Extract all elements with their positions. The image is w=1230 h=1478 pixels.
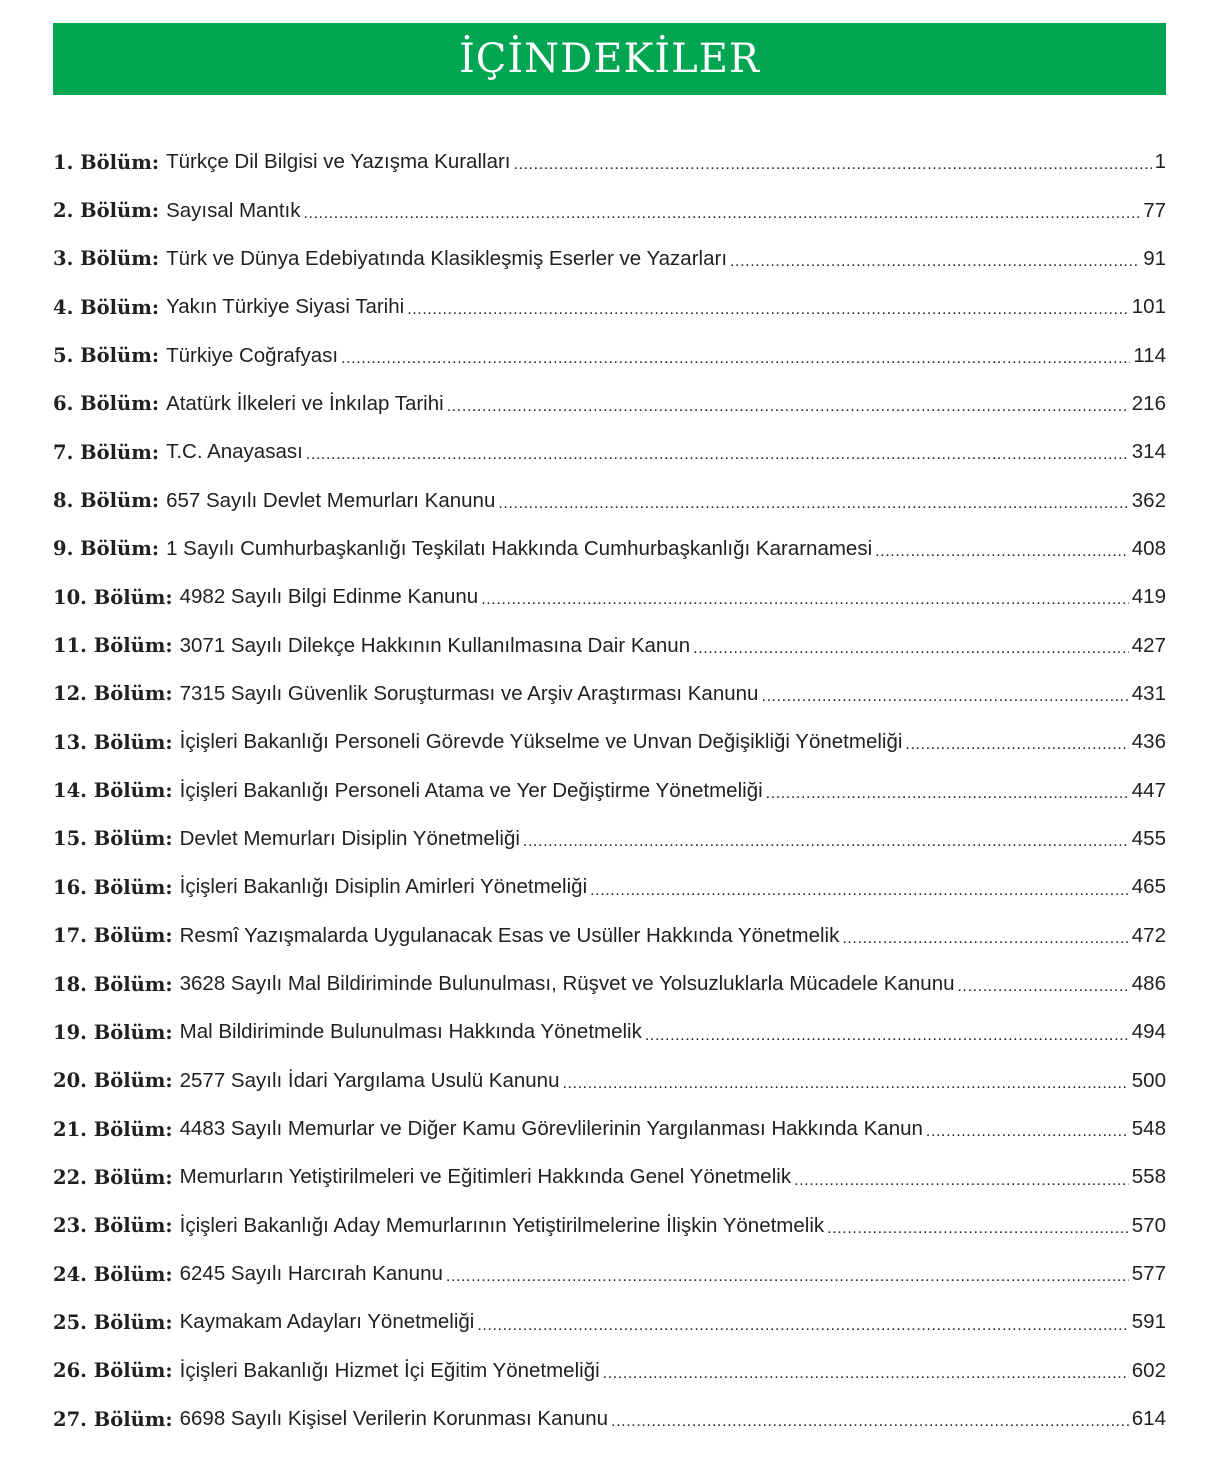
toc-chapter-label: 19. Bölüm:	[53, 1020, 173, 1044]
dot-leader	[611, 1395, 1129, 1443]
dot-leader	[603, 1347, 1129, 1395]
toc-page-number: 548	[1131, 1117, 1166, 1141]
toc-chapter-label: 24. Bölüm:	[53, 1262, 173, 1286]
toc-chapter-label: 11. Bölüm:	[53, 634, 173, 658]
dot-leader	[761, 670, 1128, 718]
toc-chapter-title: Yakın Türkiye Siyasi Tarihi	[166, 295, 405, 319]
toc-entry	[53, 1105, 1166, 1153]
toc-page-number: 455	[1131, 826, 1166, 850]
toc-chapter-label: 5. Bölüm:	[53, 344, 160, 368]
toc-entry	[53, 525, 1166, 573]
toc-page-number: 591	[1131, 1310, 1166, 1334]
toc-page-number: 494	[1131, 1020, 1166, 1044]
toc-entry	[53, 718, 1166, 766]
toc-entry	[53, 621, 1166, 669]
toc-page-number: 431	[1131, 681, 1166, 705]
toc-entry	[53, 912, 1166, 960]
toc-entry	[53, 1347, 1166, 1395]
table-of-contents	[53, 138, 1166, 1443]
toc-page-number: 500	[1131, 1068, 1166, 1092]
toc-chapter-title: Memurların Yetiştirilmeleri ve Eğitimleri Hakkında Genel Yönetmelik	[179, 1165, 792, 1189]
dot-leader	[693, 621, 1129, 669]
toc-chapter-label: 23. Bölüm:	[53, 1214, 173, 1238]
toc-chapter-label: 26. Bölüm:	[53, 1359, 173, 1383]
toc-chapter-title: İçişleri Bakanlığı Disiplin Amirleri Yönetmeliği	[179, 875, 588, 899]
dot-leader	[446, 1250, 1129, 1298]
toc-page-number: 419	[1131, 585, 1166, 609]
dot-leader	[827, 1202, 1129, 1250]
dot-leader	[766, 766, 1129, 814]
toc-chapter-label: 16. Bölüm:	[53, 875, 173, 899]
toc-chapter-title: Mal Bildiriminde Bulunulması Hakkında Yönetmelik	[179, 1020, 642, 1044]
toc-page-number: 486	[1131, 972, 1166, 996]
toc-entry	[53, 1395, 1166, 1443]
dot-leader	[958, 960, 1129, 1008]
toc-entry	[53, 863, 1166, 911]
dot-leader	[842, 912, 1128, 960]
toc-chapter-label: 17. Bölüm:	[53, 924, 173, 948]
toc-entry	[53, 428, 1166, 476]
toc-chapter-label: 6. Bölüm:	[53, 392, 160, 416]
toc-page-number: 216	[1131, 391, 1166, 415]
toc-chapter-title: 6245 Sayılı Harcırah Kanunu	[179, 1262, 443, 1286]
dot-leader	[905, 718, 1128, 766]
toc-chapter-label: 25. Bölüm:	[53, 1310, 173, 1334]
toc-page-number: 602	[1131, 1358, 1166, 1382]
toc-page-number: 472	[1131, 923, 1166, 947]
toc-chapter-title: Türk ve Dünya Edebiyatında Klasikleşmiş Eserler ve Yazarları	[166, 246, 728, 270]
toc-chapter-label: 8. Bölüm:	[53, 489, 160, 513]
toc-page-number: 558	[1131, 1165, 1166, 1189]
dot-leader	[563, 1057, 1129, 1105]
toc-chapter-title: 3071 Sayılı Dilekçe Hakkının Kullanılmasına Dair Kanun	[179, 633, 691, 657]
dot-leader	[341, 331, 1130, 379]
toc-chapter-title: 4982 Sayılı Bilgi Edinme Kanunu	[179, 585, 479, 609]
toc-chapter-label: 3. Bölüm:	[53, 247, 160, 271]
dot-leader	[304, 186, 1141, 234]
toc-entry	[53, 815, 1166, 863]
toc-page-number: 427	[1131, 633, 1166, 657]
toc-page-number: 570	[1131, 1213, 1166, 1237]
toc-chapter-title: Atatürk İlkeleri ve İnkılap Tarihi	[166, 391, 444, 415]
toc-chapter-label: 15. Bölüm:	[53, 827, 173, 851]
toc-page-number: 577	[1131, 1262, 1166, 1286]
toc-chapter-title: 7315 Sayılı Güvenlik Soruşturması ve Arşiv Araştırması Kanunu	[179, 681, 759, 705]
toc-chapter-title: Kaymakam Adayları Yönetmeliği	[179, 1310, 475, 1334]
toc-chapter-title: Türkçe Dil Bilgisi ve Yazışma Kuralları	[166, 150, 511, 174]
toc-chapter-label: 27. Bölüm:	[53, 1407, 173, 1431]
toc-page-number: 614	[1131, 1407, 1166, 1431]
toc-chapter-label: 21. Bölüm:	[53, 1117, 173, 1141]
toc-page-number: 362	[1131, 488, 1166, 512]
dot-leader	[447, 380, 1129, 428]
toc-page-number: 447	[1131, 778, 1166, 802]
toc-chapter-label: 10. Bölüm:	[53, 585, 173, 609]
toc-chapter-title: 657 Sayılı Devlet Memurları Kanunu	[166, 488, 496, 512]
toc-page-number: 114	[1133, 343, 1166, 367]
toc-page-number: 77	[1143, 198, 1166, 222]
dot-leader	[590, 863, 1129, 911]
toc-page-number: 436	[1131, 730, 1166, 754]
dot-leader	[645, 1008, 1129, 1056]
toc-entry	[53, 766, 1166, 814]
dot-leader	[498, 476, 1128, 524]
toc-chapter-title: Sayısal Mantık	[166, 198, 301, 222]
toc-chapter-title: 2577 Sayılı İdari Yargılama Usulü Kanunu	[179, 1068, 560, 1092]
toc-page-number: 91	[1143, 246, 1166, 270]
dot-leader	[794, 1153, 1129, 1201]
toc-chapter-title: Resmî Yazışmalarda Uygulanacak Esas ve Usüller Hakkında Yönetmelik	[179, 923, 840, 947]
toc-entry	[53, 1298, 1166, 1346]
dot-leader	[477, 1298, 1128, 1346]
toc-chapter-label: 4. Bölüm:	[53, 295, 160, 319]
toc-entry	[53, 960, 1166, 1008]
toc-chapter-title: T.C. Anayasası	[166, 440, 303, 464]
toc-entry	[53, 1057, 1166, 1105]
toc-page-number: 101	[1131, 295, 1166, 319]
toc-entry	[53, 186, 1166, 234]
toc-chapter-title: İçişleri Bakanlığı Aday Memurlarının Yetiştirilmelerine İlişkin Yönetmelik	[179, 1213, 825, 1237]
dot-leader	[514, 138, 1152, 186]
dot-leader	[481, 573, 1129, 621]
toc-chapter-label: 1. Bölüm:	[53, 150, 160, 174]
toc-page-number: 408	[1131, 536, 1166, 560]
toc-entry	[53, 331, 1166, 379]
toc-chapter-title: İçişleri Bakanlığı Hizmet İçi Eğitim Yönetmeliği	[179, 1358, 600, 1382]
toc-chapter-label: 14. Bölüm:	[53, 779, 173, 803]
toc-chapter-label: 20. Bölüm:	[53, 1069, 173, 1093]
dot-leader	[523, 815, 1129, 863]
toc-entry	[53, 476, 1166, 524]
toc-entry	[53, 1250, 1166, 1298]
toc-chapter-title: 1 Sayılı Cumhurbaşkanlığı Teşkilatı Hakkında Cumhurbaşkanlığı Kararnamesi	[166, 536, 873, 560]
toc-entry	[53, 283, 1166, 331]
toc-chapter-label: 12. Bölüm:	[53, 682, 173, 706]
toc-entry	[53, 670, 1166, 718]
toc-entry	[53, 1153, 1166, 1201]
dot-leader	[730, 235, 1140, 283]
toc-entry	[53, 380, 1166, 428]
toc-chapter-label: 2. Bölüm:	[53, 199, 160, 223]
dot-leader	[306, 428, 1129, 476]
dot-leader	[407, 283, 1129, 331]
toc-chapter-label: 22. Bölüm:	[53, 1165, 173, 1189]
toc-chapter-label: 7. Bölüm:	[53, 440, 160, 464]
toc-entry	[53, 235, 1166, 283]
toc-chapter-title: Türkiye Coğrafyası	[166, 343, 339, 367]
header-bar	[53, 23, 1166, 95]
toc-chapter-label: 18. Bölüm:	[53, 972, 173, 996]
toc-page-number: 314	[1131, 440, 1166, 464]
toc-chapter-title: 6698 Sayılı Kişisel Verilerin Korunması Kanunu	[179, 1407, 609, 1431]
toc-entry	[53, 1202, 1166, 1250]
dot-leader	[926, 1105, 1129, 1153]
toc-page-number: 1	[1154, 150, 1166, 174]
toc-chapter-title: 3628 Sayılı Mal Bildiriminde Bulunulması, Rüşvet ve Yolsuzluklarla Mücadele Kanunu	[179, 972, 955, 996]
toc-entry	[53, 138, 1166, 186]
toc-chapter-label: 13. Bölüm:	[53, 730, 173, 754]
toc-entry	[53, 1008, 1166, 1056]
toc-chapter-title: 4483 Sayılı Memurlar ve Diğer Kamu Görevlilerinin Yargılanması Hakkında Kanun	[179, 1117, 923, 1141]
toc-page-number: 465	[1131, 875, 1166, 899]
toc-chapter-label: 9. Bölüm:	[53, 537, 160, 561]
page-title: İÇİNDEKİLER	[458, 36, 761, 82]
toc-entry	[53, 573, 1166, 621]
toc-chapter-title: Devlet Memurları Disiplin Yönetmeliği	[179, 826, 520, 850]
toc-chapter-title: İçişleri Bakanlığı Personeli Görevde Yükselme ve Unvan Değişikliği Yönetmeliği	[179, 730, 903, 754]
dot-leader	[875, 525, 1129, 573]
toc-chapter-title: İçişleri Bakanlığı Personeli Atama ve Yer Değiştirme Yönetmeliği	[179, 778, 763, 802]
